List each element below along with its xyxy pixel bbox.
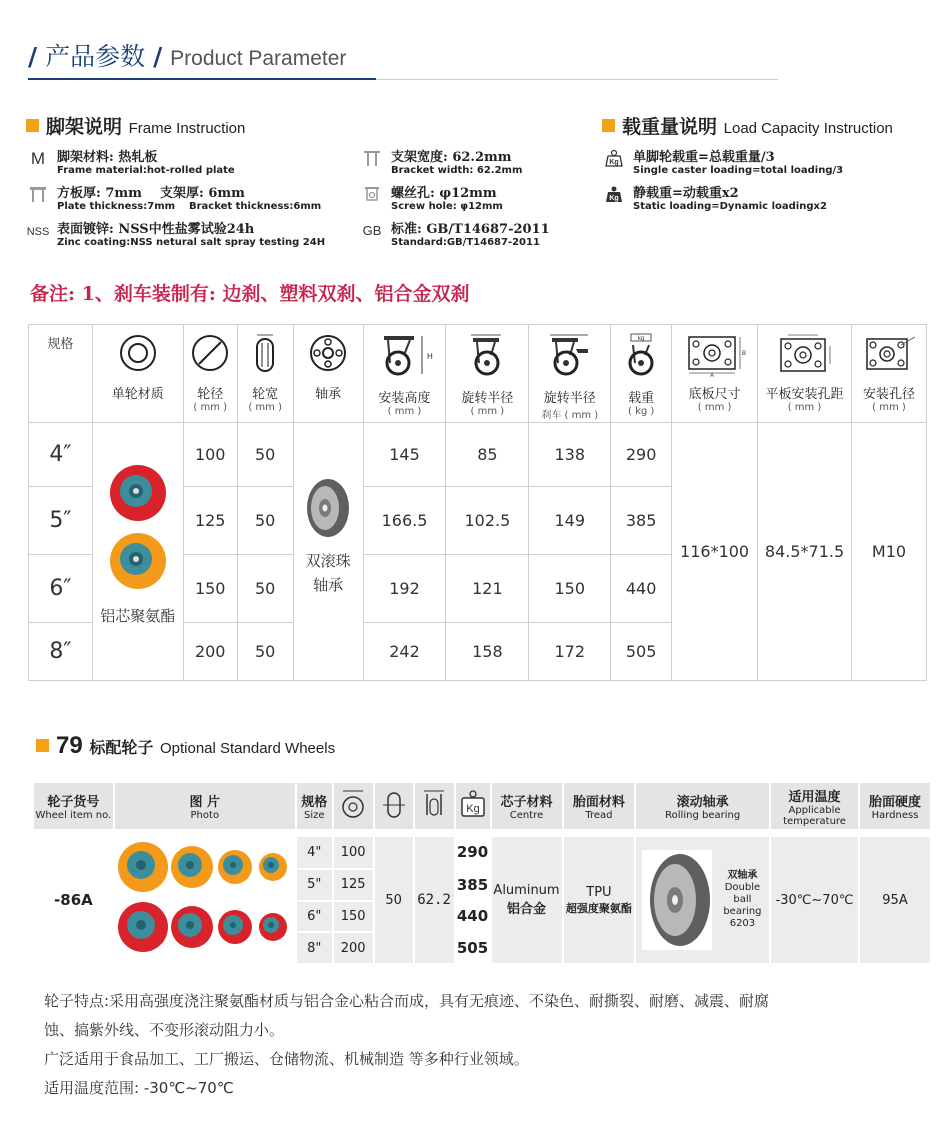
bearing-icon bbox=[308, 333, 348, 373]
spec-bracket-width: 支架宽度: 62.2mm Bracket width: 62.2mm bbox=[362, 146, 582, 180]
wheel-width-icon bbox=[245, 333, 285, 373]
header-bracket-icon bbox=[414, 783, 455, 829]
photo-cell bbox=[114, 837, 296, 964]
top-plate-icon bbox=[683, 333, 747, 377]
table-row: 5" 125 385 bbox=[34, 869, 931, 901]
spec-table bbox=[28, 324, 927, 681]
header-load: kg 载重 ( kg ) bbox=[611, 325, 672, 423]
item-no-cell: -86A bbox=[34, 837, 114, 964]
diameter-icon bbox=[190, 333, 230, 373]
header-size: 规格 bbox=[29, 325, 93, 423]
table-row: 6″ 150 50 192 121 150 440 bbox=[29, 555, 927, 623]
frame-section-title: 脚架说明 Frame Instruction bbox=[26, 112, 245, 139]
svg-text:Kg: Kg bbox=[609, 195, 619, 202]
header-rolling-bearing: 滚动轴承 Rolling bearing bbox=[635, 783, 770, 829]
header-bearing: 轴承 bbox=[293, 325, 363, 423]
bracket-width-icon bbox=[362, 148, 382, 168]
diameter-wheel-icon bbox=[340, 789, 366, 819]
swivel-radius-brake-icon bbox=[544, 333, 596, 377]
bearing-label: 双滚珠 轴承 bbox=[305, 552, 351, 594]
header-diameter-icon bbox=[333, 783, 374, 829]
square-bullet-icon bbox=[36, 739, 49, 752]
table-row: 8″ 200 50 242 158 172 505 bbox=[29, 623, 927, 681]
header-hardness: 胎面硬度 Hardness bbox=[859, 783, 931, 829]
swivel-radius-icon bbox=[465, 333, 509, 377]
table-row: 4″ 铝芯聚氨酯 100 50 双滚珠 轴承 145 85 138 290 116*100 84.5*71.5 M10 bbox=[29, 423, 927, 487]
square-bullet-icon bbox=[26, 119, 39, 132]
bearing-cell: 双轴承 Double ball bearing 6203 bbox=[635, 837, 770, 964]
header-width-icon bbox=[374, 783, 414, 829]
plate-thickness-icon bbox=[28, 184, 48, 204]
hole-diameter-cell: M10 bbox=[851, 423, 926, 681]
std-width-cell: 50 bbox=[374, 837, 414, 964]
load-kg-icon bbox=[621, 333, 661, 377]
spec-standard: GB 标准: GB/T14687-2011 Standard:GB/T14687-2011 bbox=[362, 222, 550, 248]
table-row: 8" 200 505 bbox=[34, 932, 931, 964]
header-material: 单轮材质 bbox=[92, 325, 183, 423]
bearing-cell bbox=[293, 423, 363, 681]
header-rule-light bbox=[376, 79, 778, 80]
header-tread: 胎面材料 Tread bbox=[563, 783, 636, 829]
gb-icon bbox=[362, 220, 382, 240]
svg-text:A: A bbox=[709, 373, 714, 379]
hardness-cell: 95A bbox=[859, 837, 931, 964]
header-swivel-radius-brake: 旋转半径 刹车 ( mm ) bbox=[529, 325, 611, 423]
svg-text:GB: GB bbox=[362, 223, 382, 238]
kg-weight-icon bbox=[604, 148, 624, 168]
hole-distance-cell: 84.5*71.5 bbox=[758, 423, 852, 681]
table-row: -86A 4" 100 50 62.2 290 Aluminum 铝合金 TPU 超强度聚氨酯 双轴承 Double ball bearing 6203 -30℃~70℃ 95A bbox=[34, 837, 931, 869]
wheel-ring-icon bbox=[118, 333, 158, 373]
bearing-wheel-photo-icon bbox=[305, 477, 351, 539]
spec-table-header bbox=[29, 325, 927, 423]
svg-text:H: H bbox=[427, 352, 434, 361]
svg-text:Kg: Kg bbox=[609, 159, 619, 166]
centre-cell: Aluminum 铝合金 bbox=[491, 837, 563, 964]
spec-thickness: 方板厚: 7mm 支架厚: 6mm Plate thickness:7mm Bracket thickness:6mm bbox=[28, 182, 358, 216]
caster-height-icon bbox=[376, 333, 432, 377]
brake-note: 备注: 1、刹车装制有: 边刹、塑料双刹、铝合金双刹 bbox=[30, 283, 470, 305]
tread-cell: TPU 超强度聚氨酯 bbox=[563, 837, 636, 964]
spec-screw-hole: 螺丝孔: φ12mm Screw hole: φ12mm bbox=[362, 182, 582, 216]
screw-hole-icon bbox=[362, 184, 382, 204]
header-diameter: 轮径 ( mm ) bbox=[183, 325, 237, 423]
spec-frame-material: M 脚架材料: 热轧板 Frame material:hot-rolled plate bbox=[28, 146, 348, 180]
spec-single-loading: Kg 单脚轮载重=总载重量/3 Single caster loading=total loading/3 bbox=[604, 146, 904, 180]
svg-text:M: M bbox=[30, 149, 46, 168]
spec-static-loading: Kg 静载重=动载重x2 Static loading=Dynamic loadingx2 bbox=[604, 182, 904, 216]
bracket-width-icon bbox=[421, 789, 447, 819]
header-item-no: 轮子货号 Wheel item no. bbox=[34, 783, 114, 829]
header-photo: 图 片 Photo bbox=[114, 783, 296, 829]
header-centre: 芯子材料 Centre bbox=[491, 783, 563, 829]
std-bracket-cell: 62.2 bbox=[414, 837, 455, 964]
std-section-title: 79 标配轮子 Optional Standard Wheels bbox=[36, 732, 335, 760]
wheels-photo-icon bbox=[117, 837, 293, 959]
kg-weight-icon bbox=[459, 789, 487, 819]
material-cell bbox=[92, 423, 183, 681]
svg-text:kg: kg bbox=[637, 336, 645, 342]
header-rule bbox=[28, 78, 376, 80]
header-swivel-radius: 旋转半径 ( mm ) bbox=[446, 325, 529, 423]
page-header bbox=[28, 32, 778, 82]
material-label: 铝芯聚氨酯 bbox=[100, 607, 176, 625]
features-text: 轮子特点:采用高强度浇注聚氨酯材质与铝合金心粘合而成，具有无痕迹、不染色、耐撕裂、耐磨、减震、耐腐 蚀、搞紫外线、不变形滚动阻力小。 广泛适用于食品加工、工厂搬运、仓储物流、机械制造 等多种行业领域。 适用温度范围: -30℃~70℃ bbox=[44, 992, 770, 1097]
header-load-icon bbox=[455, 783, 491, 829]
plate-size-cell: 116*100 bbox=[672, 423, 758, 681]
material-m-icon bbox=[28, 148, 48, 168]
spec-zinc-coating: NSS 表面镀锌: NSS中性盐雾试验24h Zinc coating:NSS netural salt spray testing 24H bbox=[26, 222, 326, 248]
square-bullet-icon bbox=[602, 119, 615, 132]
bearing-wheel-photo-icon bbox=[642, 850, 712, 950]
wheel-width-icon bbox=[381, 789, 407, 819]
svg-text:B: B bbox=[741, 351, 746, 357]
hole-distance-icon bbox=[773, 333, 837, 377]
kg-weight-dark-icon bbox=[604, 184, 624, 204]
title-cn: 产品参数 bbox=[45, 42, 146, 71]
header-width: 轮宽 ( mm ) bbox=[237, 325, 293, 423]
table-row: 6" 150 440 bbox=[34, 901, 931, 933]
svg-text:NSS: NSS bbox=[26, 226, 50, 238]
hole-diameter-icon bbox=[861, 333, 917, 377]
nss-icon bbox=[28, 220, 48, 240]
header-plate-size: A B 底板尺寸 ( mm ) bbox=[672, 325, 758, 423]
std-table-header bbox=[34, 783, 931, 829]
title-en: Product Parameter bbox=[170, 47, 347, 70]
load-section-title: 载重量说明 Load Capacity Instruction bbox=[602, 112, 893, 139]
wheel-photo-icon bbox=[107, 461, 169, 593]
header-hole-distance: 平板安装孔距 ( mm ) bbox=[758, 325, 852, 423]
standard-wheels-table bbox=[34, 783, 932, 965]
page-title: / 产品参数 / Product Parameter bbox=[28, 42, 347, 71]
svg-text:Kg: Kg bbox=[465, 803, 480, 815]
header-size: 规格 Size bbox=[296, 783, 333, 829]
header-temperature: 适用温度 Applicable temperature bbox=[770, 783, 859, 829]
temperature-cell: -30℃~70℃ bbox=[770, 837, 859, 964]
header-install-height: H 安装高度 ( mm ) bbox=[363, 325, 446, 423]
header-hole-diameter: 安装孔径 ( mm ) bbox=[851, 325, 926, 423]
table-row: 5″ 125 50 166.5 102.5 149 385 bbox=[29, 487, 927, 555]
